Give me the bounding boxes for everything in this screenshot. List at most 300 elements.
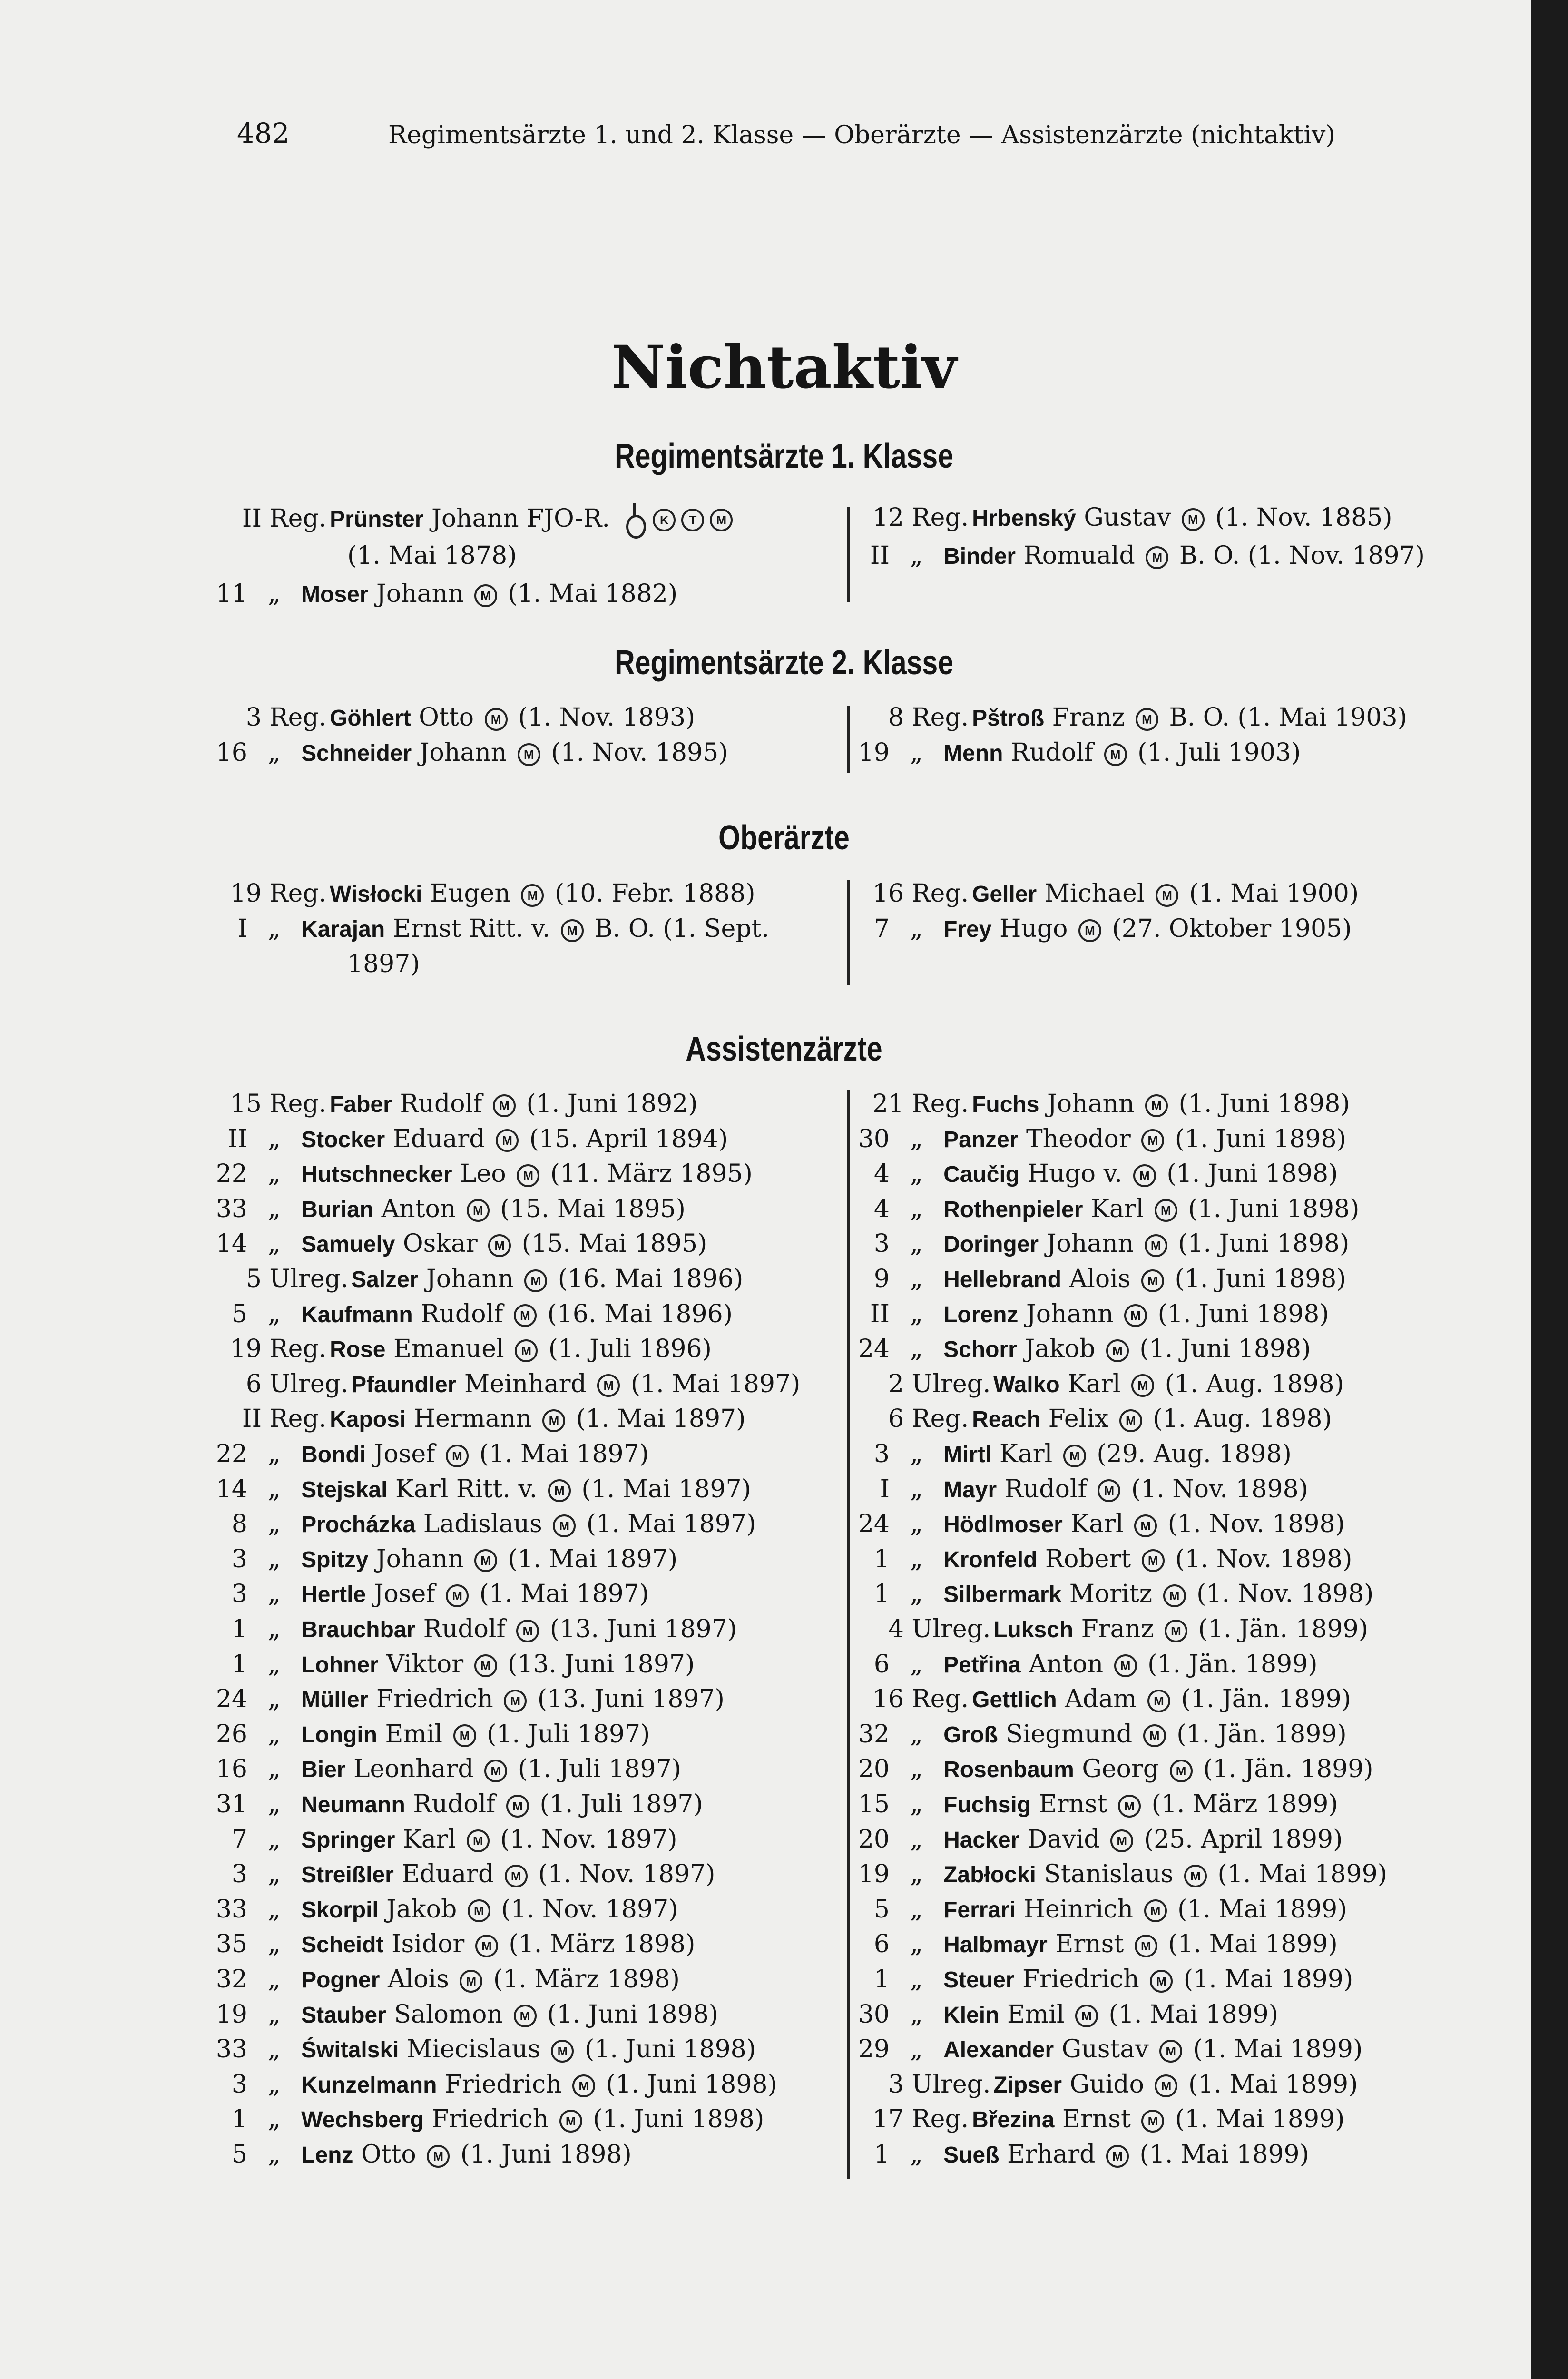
left-entry xyxy=(209,1195,686,1230)
surname: Steuer xyxy=(943,1967,1015,1993)
unit-abbrev: „ xyxy=(268,2000,281,2029)
surname: Ferrari xyxy=(943,1897,1016,1923)
unit-abbrev: „ xyxy=(910,1335,923,1364)
order-cross-icon xyxy=(621,503,646,537)
unit-abbrev: „ xyxy=(268,1160,281,1189)
left-entry xyxy=(209,1615,737,1650)
entry-date: (10. Febr. 1888) xyxy=(554,879,755,908)
regiment-number: 5 xyxy=(873,1895,890,1924)
medal-icon: M xyxy=(1098,1479,1120,1502)
entry-date: (15. April 1894) xyxy=(529,1124,728,1153)
medal-icon: M xyxy=(496,1129,519,1152)
unit-abbrev: „ xyxy=(910,1475,923,1504)
surname: Neumann xyxy=(301,1792,405,1818)
right-entry xyxy=(852,1475,1308,1510)
regiment-number: 8 xyxy=(888,703,904,732)
given-name: Eduard xyxy=(402,1860,494,1889)
given-name: Meinhard xyxy=(464,1369,587,1398)
entry-date: (16. Mai 1896) xyxy=(547,1299,733,1328)
surname: Brauchbar xyxy=(301,1617,416,1642)
regiment-number: 5 xyxy=(231,1299,247,1328)
regiment-number: 16 xyxy=(216,738,247,767)
surname: Gettlich xyxy=(972,1687,1057,1713)
medal-icon: M xyxy=(504,1690,527,1712)
medal-icon: M xyxy=(553,1514,576,1537)
entry-date: (1. Juni 1898) xyxy=(1166,1160,1338,1189)
regiment-number: 16 xyxy=(872,879,904,908)
given-name: Georg xyxy=(1082,1755,1159,1784)
right-entry xyxy=(852,2070,1358,2105)
unit-abbrev: Reg. xyxy=(269,1335,327,1364)
given-name: Ernst xyxy=(1062,2105,1131,2134)
given-name: Theodor xyxy=(1026,1124,1131,1153)
entry-date: (1. Nov. 1885) xyxy=(1215,503,1392,532)
column-divider xyxy=(847,507,850,602)
surname: Stejskal xyxy=(301,1477,388,1503)
surname: Menn xyxy=(943,741,1003,766)
unit-abbrev: „ xyxy=(268,2070,281,2099)
medal-icon: M xyxy=(1114,1654,1137,1677)
medal-icon: M xyxy=(551,2040,574,2063)
unit-abbrev: „ xyxy=(268,1930,281,1959)
regiment-number: 33 xyxy=(216,1194,247,1223)
given-name: Johann xyxy=(1046,1229,1134,1258)
page-number: 482 xyxy=(237,117,290,149)
surname: Stocker xyxy=(301,1127,385,1152)
running-header xyxy=(0,117,1568,160)
regiment-number: 11 xyxy=(216,580,247,608)
given-name: Romuald xyxy=(1023,541,1135,570)
medal-icon: M xyxy=(521,884,544,907)
surname: Rothenpieler xyxy=(943,1197,1083,1222)
regiment-number: 19 xyxy=(216,2000,247,2029)
medal-icon: M xyxy=(1141,1129,1164,1152)
medal-icon: M xyxy=(460,1970,482,1993)
regiment-number: I xyxy=(237,914,247,943)
section-heading-oberaerzte: Oberärzte xyxy=(718,819,850,857)
regiment-number: 22 xyxy=(216,1160,247,1189)
section-heading-regimentsaerzte-1: Regimentsärzte 1. Klasse xyxy=(614,437,954,475)
medal-icon: M xyxy=(518,743,540,766)
unit-abbrev: „ xyxy=(268,1580,281,1609)
entry-date: (1. Juni 1898) xyxy=(1188,1194,1360,1223)
unit-abbrev: Reg. xyxy=(269,1405,327,1434)
surname: Kunzelmann xyxy=(301,2072,437,2098)
entry-date: B. O. (1. Sept. xyxy=(594,914,769,943)
left-entry xyxy=(209,1440,649,1475)
given-name: Hugo xyxy=(999,914,1068,943)
unit-abbrev: „ xyxy=(268,1755,281,1784)
surname: Lorenz xyxy=(943,1302,1019,1327)
given-name: Leonhard xyxy=(353,1755,474,1784)
medal-icon: M xyxy=(506,1795,529,1818)
decoration-mark-icon: T xyxy=(681,509,704,531)
unit-abbrev: „ xyxy=(268,1720,281,1749)
regiment-number: 6 xyxy=(873,1930,890,1959)
surname: Pfaundler xyxy=(351,1372,457,1397)
entry-date: (1. Mai 1897) xyxy=(479,1440,649,1468)
medal-icon: M xyxy=(1131,1374,1154,1397)
left-entry xyxy=(209,879,755,914)
decoration-mark-icon: K xyxy=(653,509,676,531)
entry-date: (1. Mai 1897) xyxy=(630,1369,801,1398)
given-name: Gustav xyxy=(1061,2035,1149,2064)
unit-abbrev: „ xyxy=(268,1194,281,1223)
medal-icon: M xyxy=(1155,2074,1177,2097)
entry-date: (1. Juni 1898) xyxy=(547,2000,719,2029)
unit-abbrev: „ xyxy=(268,1299,281,1328)
unit-abbrev: „ xyxy=(910,1440,923,1468)
left-entry xyxy=(209,1860,715,1895)
surname: Zipser xyxy=(993,2072,1062,2098)
entry-date: (11. März 1895) xyxy=(550,1160,753,1189)
surname: Procházka xyxy=(301,1512,416,1538)
right-entry xyxy=(852,1229,1349,1265)
regiment-number: 20 xyxy=(858,1825,890,1854)
entry-date: (1. Aug. 1898) xyxy=(1165,1369,1344,1398)
medal-icon: M xyxy=(474,1654,497,1677)
given-name: Anton xyxy=(381,1194,456,1223)
entry-date: (1. Juni 1898) xyxy=(593,2105,764,2134)
right-entry xyxy=(852,1895,1347,1930)
page-title: Nichtaktiv xyxy=(611,333,957,402)
regiment-number: 5 xyxy=(231,2140,247,2169)
entry-date: (1. Juni 1898) xyxy=(1175,1124,1346,1153)
regiment-number: II xyxy=(227,1124,247,1153)
given-name: Karl xyxy=(402,1825,456,1854)
unit-abbrev: „ xyxy=(268,1895,281,1924)
surname: Hellebrand xyxy=(943,1267,1062,1292)
surname: Kronfeld xyxy=(943,1547,1038,1573)
left-entry xyxy=(209,1300,733,1335)
regiment-number: II xyxy=(242,504,262,533)
medal-icon: M xyxy=(475,1935,498,1957)
given-name: Rudolf xyxy=(413,1790,496,1819)
surname: Schneider xyxy=(301,741,412,766)
medal-icon: M xyxy=(1104,743,1127,766)
surname: Hacker xyxy=(943,1827,1020,1853)
entry-date: (1. Mai 1899) xyxy=(1183,1965,1353,1994)
given-name: Eugen xyxy=(430,879,510,908)
given-name: Alois xyxy=(1069,1265,1131,1293)
given-name: Karl xyxy=(999,1440,1053,1468)
entry-date: (13. Juni 1897) xyxy=(508,1650,695,1679)
medal-icon: M xyxy=(1143,1724,1166,1747)
unit-abbrev: „ xyxy=(910,1755,923,1784)
right-entry xyxy=(852,738,1301,774)
given-name: Karl xyxy=(1090,1194,1144,1223)
given-name: Karl xyxy=(1070,1510,1124,1539)
given-name: Erhard xyxy=(1007,2140,1096,2169)
left-entry xyxy=(209,1475,751,1510)
entry-date: (1. Mai 1899) xyxy=(1168,1930,1338,1959)
entry-date: (1. Juli 1897) xyxy=(487,1720,650,1749)
regiment-number: 3 xyxy=(231,1544,247,1573)
left-entry xyxy=(209,1790,703,1825)
medal-icon: M xyxy=(1182,508,1205,531)
medal-icon: M xyxy=(1184,1865,1207,1887)
entry-continuation: (1. Mai 1878) xyxy=(347,541,517,570)
given-name: Friedrich xyxy=(444,2070,562,2099)
medal-icon: M xyxy=(467,1199,490,1222)
left-entry xyxy=(209,2105,764,2140)
surname: Pštroß xyxy=(972,706,1045,731)
medal-icon: M xyxy=(1110,1829,1133,1852)
entry-date: (1. Nov. 1897) xyxy=(538,1860,715,1889)
given-name: Emil xyxy=(385,1720,443,1749)
regiment-number: 30 xyxy=(858,2000,890,2029)
surname: Salzer xyxy=(351,1267,419,1292)
left-entry xyxy=(209,580,677,615)
regiment-number: 33 xyxy=(216,2035,247,2064)
right-entry xyxy=(852,1685,1351,1720)
given-name: Stanislaus xyxy=(1044,1860,1174,1889)
given-name: Karl xyxy=(1068,1369,1121,1398)
regiment-number: 1 xyxy=(873,2140,890,2169)
decoration-mark-icon: M xyxy=(710,509,733,531)
unit-abbrev: Reg. xyxy=(269,879,327,908)
regiment-number: 1 xyxy=(873,1580,890,1609)
regiment-number: 17 xyxy=(872,2105,904,2134)
given-name: Isidor xyxy=(391,1930,465,1959)
surname: Caučig xyxy=(943,1162,1020,1188)
medal-icon: M xyxy=(1145,1234,1167,1257)
given-name: Ernst Ritt. v. xyxy=(392,914,550,943)
right-entry xyxy=(852,1965,1353,2000)
left-entry xyxy=(209,1755,681,1790)
left-entry xyxy=(209,1090,698,1125)
surname: Hrbenský xyxy=(972,506,1076,531)
left-entry xyxy=(209,1125,728,1160)
medal-icon: M xyxy=(1124,1304,1147,1327)
left-entry xyxy=(209,2000,718,2035)
entry-date: (1. Mai 1897) xyxy=(479,1580,649,1609)
unit-abbrev: „ xyxy=(910,1825,923,1854)
left-entry xyxy=(209,1229,707,1265)
unit-abbrev: Reg. xyxy=(269,1090,327,1118)
medal-icon: M xyxy=(1142,1549,1165,1572)
left-entry xyxy=(209,1265,743,1300)
medal-icon: M xyxy=(1156,884,1178,907)
right-entry xyxy=(852,1195,1359,1230)
medal-icon: M xyxy=(1133,1164,1156,1187)
entry-date: (1. Nov. 1898) xyxy=(1167,1510,1345,1539)
regiment-number: 4 xyxy=(873,1160,890,1189)
given-name: Johann xyxy=(1047,1090,1135,1118)
right-entry xyxy=(852,2105,1344,2140)
surname: Karajan xyxy=(301,917,385,942)
entry-date: (1. Juni 1898) xyxy=(1157,1299,1329,1328)
medal-icon: M xyxy=(493,1094,516,1117)
given-name: Rudolf xyxy=(400,1090,482,1118)
left-entry xyxy=(209,2035,756,2070)
left-entry xyxy=(209,738,728,774)
surname: Reach xyxy=(972,1407,1041,1433)
medal-icon: M xyxy=(1145,1094,1168,1117)
given-name: Franz xyxy=(1052,703,1125,732)
unit-abbrev: „ xyxy=(268,1124,281,1153)
entry-continuation: 1897) xyxy=(347,950,420,978)
entry-date: (13. Juni 1897) xyxy=(549,1615,737,1643)
given-name: Leo xyxy=(460,1160,506,1189)
unit-abbrev: „ xyxy=(268,580,281,608)
medal-icon: M xyxy=(1075,2005,1098,2027)
medal-icon: M xyxy=(1146,546,1168,569)
given-name: Eduard xyxy=(392,1124,485,1153)
regiment-number: 3 xyxy=(231,1860,247,1889)
medal-icon: M xyxy=(561,919,584,942)
surname: Luksch xyxy=(993,1617,1074,1642)
left-entry xyxy=(209,1930,695,1965)
regiment-number: 15 xyxy=(858,1790,890,1819)
right-entry xyxy=(852,1650,1318,1685)
unit-abbrev: Ulreg. xyxy=(269,1369,349,1398)
entry-date: (1. Nov. 1897) xyxy=(501,1895,678,1924)
unit-abbrev: „ xyxy=(910,1265,923,1293)
medal-icon: M xyxy=(1147,1690,1170,1712)
regiment-number: 15 xyxy=(230,1090,262,1118)
surname: Panzer xyxy=(943,1127,1019,1152)
entry-date: (13. Juni 1897) xyxy=(537,1685,725,1714)
given-name: Salomon xyxy=(394,2000,503,2029)
regiment-number: 3 xyxy=(888,2070,904,2099)
column-divider xyxy=(847,706,850,773)
given-name: Friedrich xyxy=(1022,1965,1139,1994)
unit-abbrev: „ xyxy=(268,1440,281,1468)
entry-date: (1. Mai 1897) xyxy=(576,1405,746,1434)
entry-date: (1. Mai 1882) xyxy=(508,580,678,608)
surname: Wisłocki xyxy=(330,882,422,907)
medal-icon: M xyxy=(427,2145,450,2168)
left-entry xyxy=(209,914,769,950)
medal-icon: M xyxy=(517,1164,539,1187)
unit-abbrev: Reg. xyxy=(911,503,969,532)
regiment-number: 1 xyxy=(873,1544,890,1573)
given-name: Felix xyxy=(1048,1405,1109,1434)
given-name: Johann FJO-R. xyxy=(431,504,610,533)
surname: Longin xyxy=(301,1722,377,1748)
unit-abbrev: „ xyxy=(268,1965,281,1994)
regiment-number: 32 xyxy=(216,1965,247,1994)
unit-abbrev: „ xyxy=(910,1510,923,1539)
entry-date: (1. März 1898) xyxy=(493,1965,680,1994)
left-entry xyxy=(209,2140,632,2175)
surname: Halbmayr xyxy=(943,1932,1048,1958)
given-name: Rudolf xyxy=(1010,738,1094,767)
entry-date: (1. Juni 1898) xyxy=(460,2140,632,2169)
given-name: Johann xyxy=(376,1544,464,1573)
surname: Stauber xyxy=(301,2002,386,2028)
surname: Müller xyxy=(301,1687,369,1713)
left-entry xyxy=(209,1825,677,1860)
right-entry xyxy=(852,1265,1346,1300)
medal-icon: M xyxy=(446,1584,469,1607)
medal-icon: M xyxy=(1063,1445,1086,1467)
regiment-number: 14 xyxy=(216,1229,247,1258)
right-entry xyxy=(852,1160,1338,1195)
medal-icon: M xyxy=(515,1339,538,1362)
entry-date: (1. Juni 1898) xyxy=(1178,1090,1350,1118)
left-entry xyxy=(209,1545,677,1580)
left-entry xyxy=(209,1160,753,1195)
medal-icon: M xyxy=(1118,1795,1141,1818)
surname: Schorr xyxy=(943,1337,1017,1363)
medal-icon: M xyxy=(453,1724,476,1747)
regiment-number: 6 xyxy=(245,1369,262,1398)
entry-date: B. O. (1. Mai 1903) xyxy=(1169,703,1407,732)
given-name: Robert xyxy=(1045,1544,1131,1573)
regiment-number: 16 xyxy=(872,1685,904,1714)
surname: Scheidt xyxy=(301,1932,384,1958)
given-name: Rudolf xyxy=(421,1299,503,1328)
surname: Mayr xyxy=(943,1477,997,1503)
regiment-number: 1 xyxy=(231,1650,247,1679)
unit-abbrev: „ xyxy=(910,1229,923,1258)
given-name: Adam xyxy=(1065,1685,1137,1714)
medal-icon: M xyxy=(467,1829,490,1852)
unit-abbrev: Ulreg. xyxy=(911,1615,991,1643)
right-entry xyxy=(852,1615,1368,1650)
surname: Rosenbaum xyxy=(943,1757,1074,1783)
medal-icon: M xyxy=(485,708,508,731)
entry-date: (1. Mai 1899) xyxy=(1139,2140,1309,2169)
surname: Groß xyxy=(943,1722,998,1748)
unit-abbrev: Ulreg. xyxy=(269,1265,349,1293)
entry-date: (1. Mai 1899) xyxy=(1177,1895,1347,1924)
entry-date: (15. Mai 1895) xyxy=(500,1194,686,1223)
medal-icon: M xyxy=(524,1269,547,1292)
surname: Burian xyxy=(301,1197,374,1222)
unit-abbrev: „ xyxy=(268,1650,281,1679)
medal-icon: M xyxy=(1159,2040,1182,2063)
medal-icon: M xyxy=(597,1374,620,1397)
surname: Wechsberg xyxy=(301,2107,424,2133)
unit-abbrev: „ xyxy=(268,1615,281,1643)
entry-date: (1. Juni 1898) xyxy=(1175,1265,1346,1293)
regiment-number: 1 xyxy=(231,1615,247,1643)
medal-icon: M xyxy=(1135,1935,1157,1957)
given-name: Anton xyxy=(1029,1650,1104,1679)
given-name: Friedrich xyxy=(431,2105,549,2134)
medal-icon: M xyxy=(542,1409,565,1432)
unit-abbrev: „ xyxy=(910,1930,923,1959)
entry-date: (1. Jän. 1899) xyxy=(1176,1720,1347,1749)
right-entry xyxy=(852,1580,1373,1615)
entry-date: (1. Juni 1898) xyxy=(1178,1229,1350,1258)
regiment-number: 35 xyxy=(216,1930,247,1959)
right-entry xyxy=(852,1510,1345,1545)
given-name: Josef xyxy=(373,1440,435,1468)
regiment-number: 9 xyxy=(873,1265,890,1293)
entry-date: (1. Juni 1892) xyxy=(526,1090,698,1118)
surname: Mirtl xyxy=(943,1442,992,1467)
given-name: David xyxy=(1027,1825,1100,1854)
right-entry xyxy=(852,541,1425,577)
unit-abbrev: „ xyxy=(910,1580,923,1609)
right-entry xyxy=(852,1930,1338,1965)
unit-abbrev: „ xyxy=(268,914,281,943)
unit-abbrev: „ xyxy=(910,914,923,943)
regiment-number: 24 xyxy=(858,1335,890,1364)
left-entry xyxy=(209,1895,678,1930)
medal-icon: M xyxy=(1163,1584,1186,1607)
medal-icon: M xyxy=(1155,1199,1177,1222)
right-entry xyxy=(852,2035,1362,2070)
surname: Geller xyxy=(972,882,1037,907)
given-name: Ernst xyxy=(1055,1930,1124,1959)
left-entry xyxy=(209,1685,725,1720)
given-name: Franz xyxy=(1081,1615,1154,1643)
